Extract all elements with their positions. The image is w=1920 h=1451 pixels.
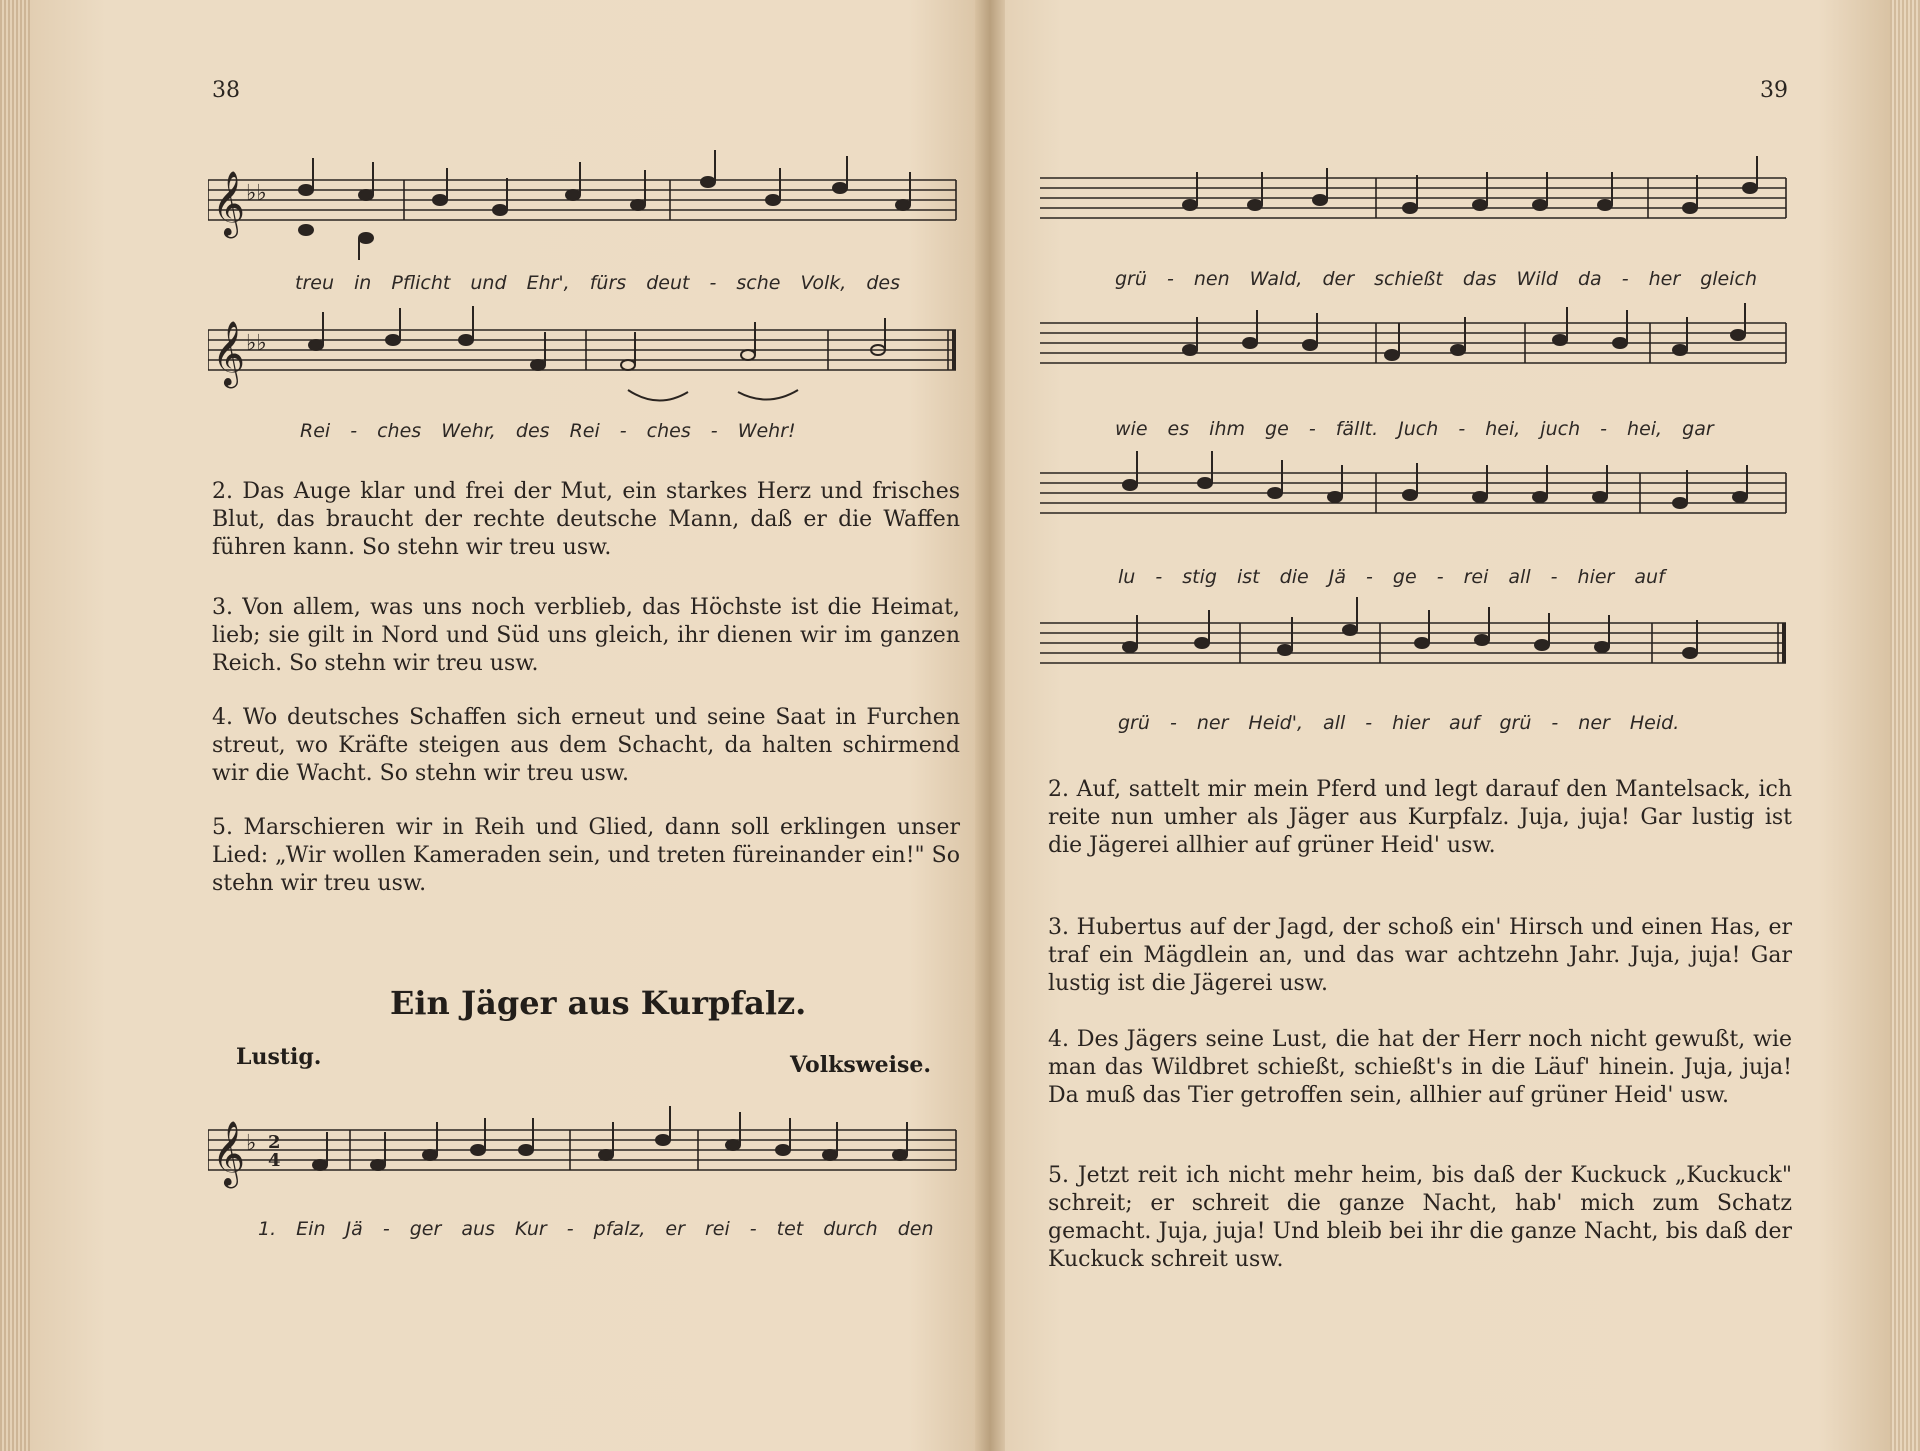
svg-text:2: 2 [268,1132,281,1153]
verse-4: 4. Wo deutsches Schaffen sich erneut und seine Saat in Furchen streut, wo Kräfte steigen aus dem Schacht, da halten schirmend wir die Wacht. So stehn wir treu usw. [212,705,960,786]
svg-text:♭♭: ♭♭ [246,181,267,206]
treble-clef-icon: 𝄞 [212,171,246,236]
music-staff-6 [1040,445,1790,560]
book-gutter [975,0,1005,1451]
svg-text:♭: ♭ [246,1131,257,1156]
verse-4: 4. Des Jägers seine Lust, die hat der Herr noch nicht gewußt, wie man das Wildbret schießt, schießt's in die Läuf' hinein. Juja, juja! Da muß das Tier getroffen sein, allhier auf grüner Heid' usw. [1048,1027,1792,1108]
music-staff-7 [1040,595,1790,710]
music-staff-4 [1040,150,1790,265]
page-number-right: 39 [1760,78,1788,103]
lyrics-line: wie es ihm ge - fällt. Juch - hei, juch - hei, gar [1115,418,1714,440]
page-edges-right [1890,0,1920,1451]
verse-3: 3. Von allem, was uns noch verblieb, das Höchste ist die Heimat, lieb; sie gilt in Nord und Süd uns gleich, ihr dienen wir im ganzen Reich. So stehn wir treu usw. [212,595,960,676]
lyrics-line: grü - nen Wald, der schießt das Wild da - her gleich [1115,268,1757,290]
music-staff-3 [208,1100,960,1220]
attribution: Volksweise. [790,1052,932,1078]
lyrics-line: grü - ner Heid', all - hier auf grü - ner Heid. [1118,712,1680,734]
tempo-marking: Lustig. [236,1044,322,1070]
verse-5: 5. Jetzt reit ich nicht mehr heim, bis daß der Kuckuck „Kuckuck" schreit; er schreit die ganze Nacht, hab' mich zum Schatz gemacht. Juja, juja! Und bleib bei ihr die ganze Nacht, bis daß der Kuckuck schreit usw. [1048,1163,1792,1272]
svg-text:4: 4 [268,1150,281,1171]
music-staff-5 [1040,295,1790,410]
verse-2: 2. Das Auge klar und frei der Mut, ein starkes Herz und frisches Blut, das braucht der rechte deutsche Mann, daß er die Waffen führen kann. So stehn wir treu usw. [212,479,960,560]
lyrics-line: treu in Pflicht und Ehr', fürs deut - sche Volk, des [295,272,901,294]
lyrics-line: Rei - ches Wehr, des Rei - ches - Wehr! [300,420,796,442]
verse-3: 3. Hubertus auf der Jagd, der schoß ein' Hirsch und einen Has, er traf ein Mägdlein an, und das war achtzehn Jahr. Juja, juja! Gar lustig ist die Jägerei usw. [1048,915,1792,996]
music-staff-2 [208,300,960,420]
lyrics-line: 1. Ein Jä - ger aus Kur - pfalz, er rei - tet durch den [258,1218,934,1240]
song-title: Ein Jäger aus Kurpfalz. [390,984,807,1022]
treble-clef-icon: 𝄞 [212,1121,246,1186]
lyrics-line: lu - stig ist die Jä - ge - rei all - hier auf [1118,566,1665,588]
verse-5: 5. Marschieren wir in Reih und Glied, dann soll erklingen unser Lied: „Wir wollen Kameraden sein, und treten füreinander ein!" So stehn wir treu usw. [212,815,960,896]
verse-2: 2. Auf, sattelt mir mein Pferd und legt darauf den Mantelsack, ich reite nun umher als Jäger aus Kurpfalz. Juja, juja! Gar lustig ist die Jägerei allhier auf grüner Heid' usw. [1048,777,1792,858]
svg-text:♭♭: ♭♭ [246,331,267,356]
music-staff-1 [208,150,960,270]
page-number-left: 38 [212,78,240,103]
treble-clef-icon: 𝄞 [212,321,246,386]
